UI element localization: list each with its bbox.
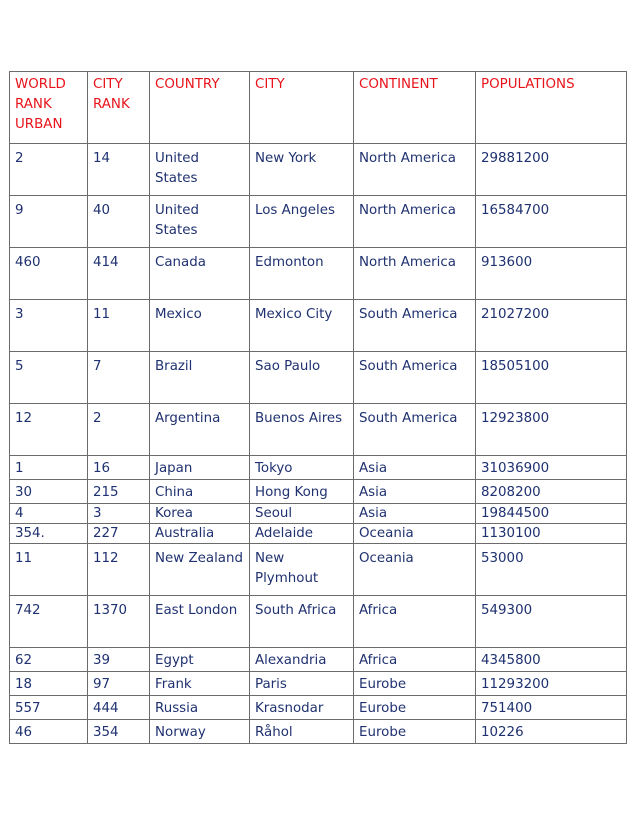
cell-world-rank: 12 xyxy=(10,404,88,456)
cell-continent: Eurobe xyxy=(354,672,476,696)
header-world-rank-urban: WORLD RANK URBAN xyxy=(10,72,88,144)
cell-city-rank: 444 xyxy=(88,696,150,720)
cell-population: 29881200 xyxy=(476,144,627,196)
table-row xyxy=(10,696,627,720)
table-row xyxy=(10,672,627,696)
cell-country: Brazil xyxy=(150,352,250,404)
cell-continent: Eurobe xyxy=(354,696,476,720)
header-city: CITY xyxy=(250,72,354,144)
cell-continent: North America xyxy=(354,196,476,248)
table-row xyxy=(10,144,627,196)
cell-city: Seoul xyxy=(250,504,354,524)
cell-city-rank: 7 xyxy=(88,352,150,404)
cell-country: Japan xyxy=(150,456,250,480)
table-row xyxy=(10,248,627,300)
cell-population: 21027200 xyxy=(476,300,627,352)
cell-world-rank: 11 xyxy=(10,544,88,596)
header-city-rank: CITY RANK xyxy=(88,72,150,144)
city-population-table xyxy=(9,71,627,744)
cell-population: 19844500 xyxy=(476,504,627,524)
cell-population: 751400 xyxy=(476,696,627,720)
cell-city: Råhol xyxy=(250,720,354,744)
cell-continent: North America xyxy=(354,248,476,300)
cell-continent: North America xyxy=(354,144,476,196)
table-row xyxy=(10,480,627,504)
cell-country: United States xyxy=(150,144,250,196)
table-row xyxy=(10,596,627,648)
cell-city: Hong Kong xyxy=(250,480,354,504)
cell-country: Norway xyxy=(150,720,250,744)
cell-world-rank: 30 xyxy=(10,480,88,504)
cell-world-rank: 2 xyxy=(10,144,88,196)
cell-country: China xyxy=(150,480,250,504)
cell-country: New Zealand xyxy=(150,544,250,596)
cell-city: Sao Paulo xyxy=(250,352,354,404)
cell-city-rank: 39 xyxy=(88,648,150,672)
cell-continent: Asia xyxy=(354,504,476,524)
table-row xyxy=(10,544,627,596)
cell-city: Krasnodar xyxy=(250,696,354,720)
cell-country: United States xyxy=(150,196,250,248)
cell-city: Edmonton xyxy=(250,248,354,300)
cell-continent: Oceania xyxy=(354,544,476,596)
cell-city: Tokyo xyxy=(250,456,354,480)
cell-continent: Asia xyxy=(354,480,476,504)
cell-city: Buenos Aires xyxy=(250,404,354,456)
cell-city: Paris xyxy=(250,672,354,696)
table-row xyxy=(10,504,627,524)
cell-continent: South America xyxy=(354,352,476,404)
cell-city-rank: 3 xyxy=(88,504,150,524)
cell-population: 12923800 xyxy=(476,404,627,456)
cell-world-rank: 1 xyxy=(10,456,88,480)
cell-world-rank: 3 xyxy=(10,300,88,352)
table-row xyxy=(10,720,627,744)
cell-city: Los Angeles xyxy=(250,196,354,248)
cell-continent: Oceania xyxy=(354,524,476,544)
cell-population: 11293200 xyxy=(476,672,627,696)
table-row xyxy=(10,524,627,544)
cell-city: Alexandria xyxy=(250,648,354,672)
cell-city: Mexico City xyxy=(250,300,354,352)
cell-continent: South America xyxy=(354,404,476,456)
cell-city-rank: 112 xyxy=(88,544,150,596)
cell-world-rank: 9 xyxy=(10,196,88,248)
cell-country: Mexico xyxy=(150,300,250,352)
cell-world-rank: 5 xyxy=(10,352,88,404)
cell-city-rank: 215 xyxy=(88,480,150,504)
cell-population: 18505100 xyxy=(476,352,627,404)
cell-city-rank: 97 xyxy=(88,672,150,696)
cell-population: 16584700 xyxy=(476,196,627,248)
cell-city-rank: 40 xyxy=(88,196,150,248)
cell-population: 913600 xyxy=(476,248,627,300)
header-populations: POPULATIONS xyxy=(476,72,627,144)
cell-country: Frank xyxy=(150,672,250,696)
cell-city-rank: 2 xyxy=(88,404,150,456)
cell-country: Canada xyxy=(150,248,250,300)
cell-population: 31036900 xyxy=(476,456,627,480)
cell-world-rank: 742 xyxy=(10,596,88,648)
cell-country: Australia xyxy=(150,524,250,544)
document-page xyxy=(9,71,626,744)
cell-city-rank: 227 xyxy=(88,524,150,544)
cell-world-rank: 62 xyxy=(10,648,88,672)
cell-city-rank: 414 xyxy=(88,248,150,300)
cell-population: 53000 xyxy=(476,544,627,596)
cell-country: East London xyxy=(150,596,250,648)
table-row xyxy=(10,648,627,672)
table-row xyxy=(10,300,627,352)
cell-world-rank: 460 xyxy=(10,248,88,300)
table-row xyxy=(10,456,627,480)
cell-city-rank: 11 xyxy=(88,300,150,352)
cell-world-rank: 354. xyxy=(10,524,88,544)
table-header-row xyxy=(10,72,627,144)
cell-country: Korea xyxy=(150,504,250,524)
cell-population: 549300 xyxy=(476,596,627,648)
cell-world-rank: 4 xyxy=(10,504,88,524)
cell-country: Egypt xyxy=(150,648,250,672)
table-row xyxy=(10,352,627,404)
cell-continent: Africa xyxy=(354,648,476,672)
cell-city: Adelaide xyxy=(250,524,354,544)
cell-city: New York xyxy=(250,144,354,196)
cell-city-rank: 1370 xyxy=(88,596,150,648)
cell-world-rank: 557 xyxy=(10,696,88,720)
cell-population: 10226 xyxy=(476,720,627,744)
table-row xyxy=(10,196,627,248)
cell-city: New Plymhout xyxy=(250,544,354,596)
cell-continent: Asia xyxy=(354,456,476,480)
cell-city-rank: 354 xyxy=(88,720,150,744)
cell-continent: South America xyxy=(354,300,476,352)
cell-country: Russia xyxy=(150,696,250,720)
header-country: COUNTRY xyxy=(150,72,250,144)
cell-city: South Africa xyxy=(250,596,354,648)
cell-continent: Africa xyxy=(354,596,476,648)
cell-city-rank: 14 xyxy=(88,144,150,196)
cell-world-rank: 18 xyxy=(10,672,88,696)
cell-population: 8208200 xyxy=(476,480,627,504)
header-continent: CONTINENT xyxy=(354,72,476,144)
cell-city-rank: 16 xyxy=(88,456,150,480)
cell-country: Argentina xyxy=(150,404,250,456)
cell-continent: Eurobe xyxy=(354,720,476,744)
table-row xyxy=(10,404,627,456)
cell-population: 1130100 xyxy=(476,524,627,544)
cell-population: 4345800 xyxy=(476,648,627,672)
cell-world-rank: 46 xyxy=(10,720,88,744)
